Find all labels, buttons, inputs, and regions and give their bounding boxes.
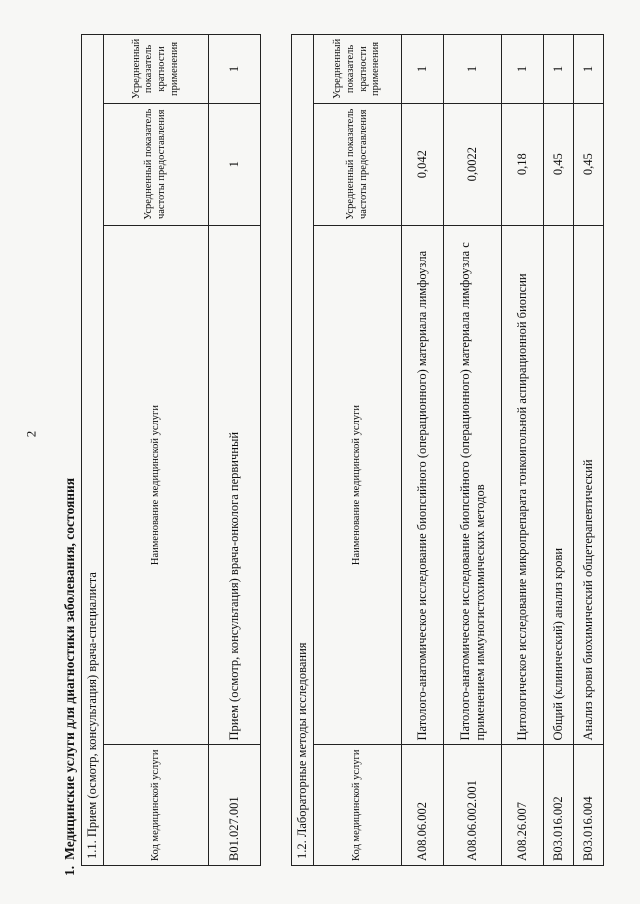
cell-name: Анализ крови биохимический общетерапевтический bbox=[574, 225, 604, 745]
rotated-content bbox=[62, 26, 622, 878]
cell-freq: 0,45 bbox=[574, 103, 604, 225]
header-mult: Усредненный показатель кратности применения bbox=[104, 35, 209, 104]
table-row bbox=[444, 35, 502, 866]
header-freq: Усредненный показатель частоты предоставления bbox=[104, 103, 209, 225]
header-code: Код медицинской услуги bbox=[314, 745, 402, 866]
table-lab-methods bbox=[291, 34, 604, 866]
table-row bbox=[544, 35, 574, 866]
cell-freq: 0,0022 bbox=[444, 103, 502, 225]
header-freq: Усредненный показатель частоты предоставления bbox=[314, 103, 402, 225]
cell-freq: 1 bbox=[209, 103, 261, 225]
cell-code: B01.027.001 bbox=[209, 745, 261, 866]
table-caption: 1.1. Прием (осмотр, консультация) врача-специалиста bbox=[82, 35, 104, 866]
section-title bbox=[62, 26, 78, 876]
table-consultations bbox=[81, 34, 261, 866]
cell-name: Общий (клинический) анализ крови bbox=[544, 225, 574, 745]
header-mult: Усредненный показатель кратности применения bbox=[314, 35, 402, 104]
cell-mult: 1 bbox=[402, 35, 444, 104]
cell-freq: 0,18 bbox=[502, 103, 544, 225]
table-row bbox=[574, 35, 604, 866]
table-row bbox=[502, 35, 544, 866]
cell-code: B03.016.004 bbox=[574, 745, 604, 866]
cell-name: Патолого-анатомическое исследование биопсийного (операционного) материала лимфоузла с применением иммуногистохимических методов bbox=[444, 225, 502, 745]
cell-mult: 1 bbox=[502, 35, 544, 104]
table-row bbox=[209, 35, 261, 866]
cell-freq: 0,45 bbox=[544, 103, 574, 225]
cell-mult: 1 bbox=[444, 35, 502, 104]
cell-code: A08.06.002 bbox=[402, 745, 444, 866]
cell-code: B03.016.002 bbox=[544, 745, 574, 866]
section-title-text: Медицинские услуги для диагностики заболевания, состояния bbox=[62, 477, 77, 860]
table-caption: 1.2. Лабораторные методы исследования bbox=[292, 35, 314, 866]
cell-name: Прием (осмотр, консультация) врача-онколога первичный bbox=[209, 225, 261, 745]
cell-mult: 1 bbox=[209, 35, 261, 104]
cell-name: Цитологическое исследование микропрепарата тонкоигольной аспирационной биопсии bbox=[502, 225, 544, 745]
header-name: Наименование медицинской услуги bbox=[314, 225, 402, 745]
section-number: 1. bbox=[62, 865, 77, 876]
header-name: Наименование медицинской услуги bbox=[104, 225, 209, 745]
cell-name: Патолого-анатомическое исследование биопсийного (операционного) материала лимфоузла bbox=[402, 225, 444, 745]
header-code: Код медицинской услуги bbox=[104, 745, 209, 866]
cell-code: A08.26.007 bbox=[502, 745, 544, 866]
cell-code: A08.06.002.001 bbox=[444, 745, 502, 866]
table-row bbox=[402, 35, 444, 866]
page-number: 2 bbox=[23, 430, 39, 438]
cell-freq: 0,042 bbox=[402, 103, 444, 225]
cell-mult: 1 bbox=[544, 35, 574, 104]
cell-mult: 1 bbox=[574, 35, 604, 104]
